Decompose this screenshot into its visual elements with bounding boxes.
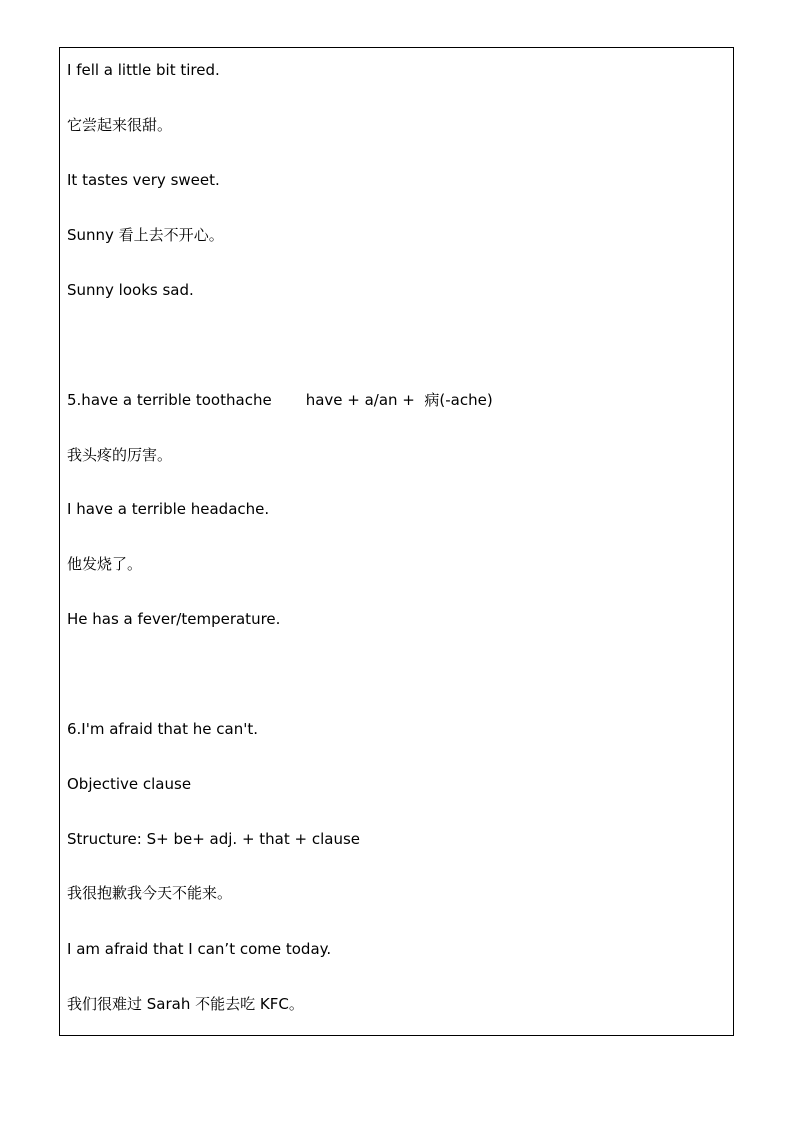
section-heading-5-title: 5.have a terrible toothache (67, 391, 272, 409)
grammar-term: Objective clause (67, 775, 192, 793)
english-sentence: He has a fever/temperature. (67, 610, 281, 628)
english-sentence: It tastes very sweet. (67, 171, 220, 189)
chinese-sentence: 我头疼的厉害。 (67, 446, 173, 464)
chinese-sentence: 它尝起来很甜。 (67, 116, 173, 134)
chinese-sentence: 我们很难过 Sarah 不能去吃 KFC。 (67, 995, 304, 1013)
structure-formula: Structure: S+ be+ adj. + that + clause (67, 830, 361, 848)
section-heading-5 (67, 390, 493, 410)
section-heading-6: 6.I'm afraid that he can't. (67, 720, 258, 738)
chinese-sentence: 他发烧了。 (67, 555, 143, 573)
grammar-pattern: have + a/an + 病(-ache) (305, 391, 493, 409)
english-sentence: I am afraid that I can’t come today. (67, 940, 332, 958)
english-sentence: I have a terrible headache. (67, 500, 270, 518)
chinese-sentence: 我很抱歉我今天不能来。 (67, 884, 233, 902)
english-sentence: I fell a little bit tired. (67, 61, 220, 79)
english-sentence: Sunny looks sad. (67, 281, 194, 299)
chinese-sentence: Sunny 看上去不开心。 (67, 226, 224, 244)
